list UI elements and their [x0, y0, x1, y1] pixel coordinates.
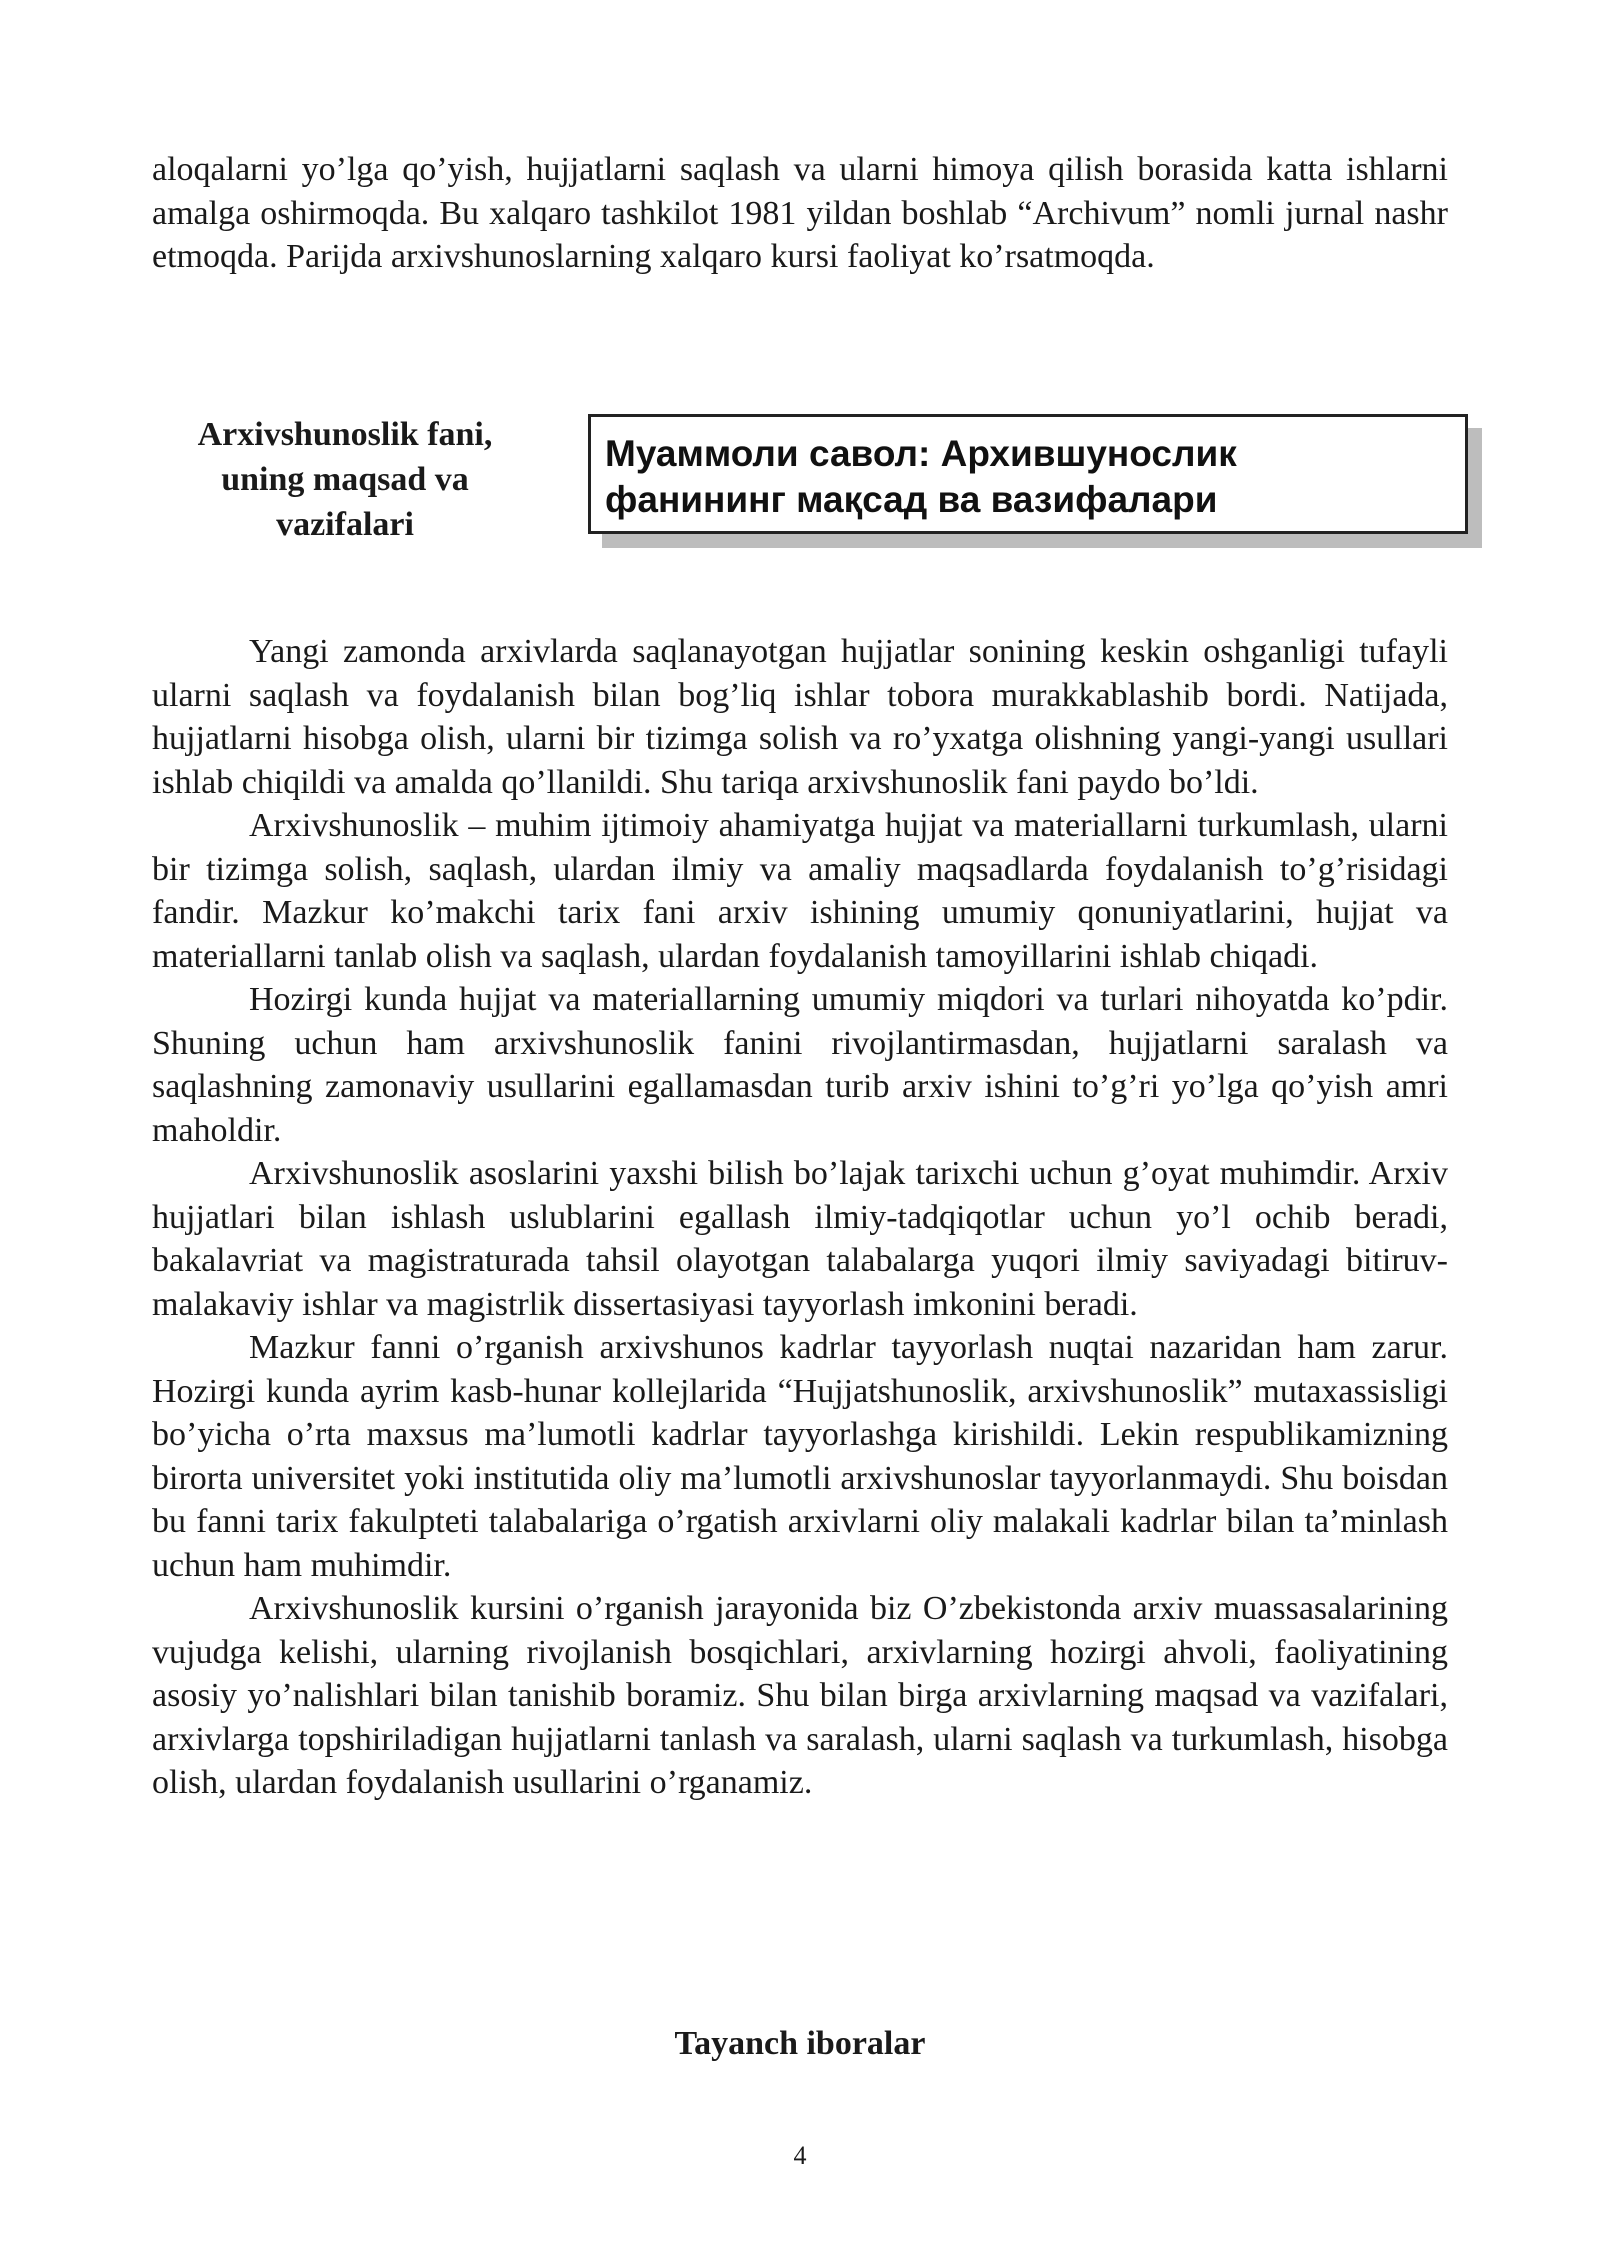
intro-paragraph-block [152, 148, 1448, 279]
problem-question-line-1: Муаммоли савол: Архившунослик [605, 433, 1237, 474]
problem-question-line-2: фанининг мақсад ва вазифалари [605, 479, 1218, 520]
body-paragraph: Hozirgi kunda hujjat va materiallarning umumiy miqdori va turlari nihoyatda ko’pdir. Shuning uchun ham arxivshunoslik fanini rivojlantirmasdan, hujjatlarni saralash va saqlashning zamonaviy usullarini egallamasdan turib arxiv ishini to’g’ri yo’lga qo’yish amri maholdir. [152, 981, 1448, 1149]
page-number: 4 [793, 2141, 807, 2170]
body-paragraph: Arxivshunoslik – muhim ijtimoiy ahamiyatga hujjat va materiallarni turkumlash, ularni bir tizimga solish, saqlash, ulardan ilmiy va amaliy maqsadlarda foydalanish to’g’risidagi fandir. Mazkur ko’makchi tarix fani arxiv ishining umumiy qonuniyatlarini, hujjat va materiallarni tanlab olish va saqlash, ulardan foydalanish tamoyillarini ishlab chiqadi. [152, 807, 1448, 975]
side-heading-line-1: Arxivshunoslik fani, [197, 416, 493, 453]
body-paragraph: Mazkur fanni o’rganish arxivshunos kadrlar tayyorlash nuqtai nazaridan ham zarur. Hozirgi kunda ayrim kasb-hunar kollejlarida “Hujjatshunoslik, arxivshunoslik” mutaxassisligi bo’yicha o’rta maxsus ma’lumotli kadrlar tayyorlashga kirishildi. Lekin respublikamizning birorta universitet yoki institutida oliy ma’lumotli arxivshunoslar tayyorlanmaydi. Shu boisdan bu fanni tarix fakulpteti talabalariga o’rgatish arxivlarni oliy malakali kadrlar bilan ta’minlash uchun ham muhimdir. [152, 1329, 1448, 1584]
section-heading: Tayanch iboralar [674, 2025, 926, 2062]
body-paragraph: Arxivshunoslik kursini o’rganish jarayonida biz O’zbekistonda arxiv muassasalarining vujudga kelishi, ularning rivojlanish bosqichlari, arxivlarning hozirgi ahvoli, faoliyatining asosiy yo’nalishlari bilan tanishib boramiz. Shu bilan birga arxivlarning maqsad va vazifalari, arxivlarga topshiriladigan hujjatlarni tanlash va saralash, ularni saqlash va turkumlash, hisobga olish, ulardan foydalanish usullarini o’rganamiz. [152, 1590, 1448, 1801]
intro-paragraph: aloqalarni yo’lga qo’yish, hujjatlarni saqlash va ularni himoya qilish borasida katta ishlarni amalga oshirmoqda. Bu xalqaro tashkilot 1981 yildan boshlab “Archivum” nomli jurnal nashr etmoqda. Parijda arxivshunoslarning xalqaro kursi faoliyat ko’rsatmoqda. [152, 151, 1448, 275]
side-heading-line-3: vazifalari [276, 506, 414, 543]
side-heading [150, 412, 540, 547]
body-text [152, 630, 1448, 1805]
body-paragraph: Yangi zamonda arxivlarda saqlanayotgan hujjatlar sonining keskin oshganligi tufayli ularni saqlash va foydalanish bilan bog’liq ishlar tobora murakkablashib bordi. Natijada, hujjatlarni hisobga olish, ularni bir tizimga solish va ro’yxatga olishning yangi-yangi usullari ishlab chiqildi va amalda qo’llanildi. Shu tariqa arxivshunoslik fani paydo bo’ldi. [152, 633, 1448, 801]
problem-question-box [588, 414, 1468, 534]
side-heading-line-2: uning maqsad va [221, 461, 469, 498]
body-paragraph: Arxivshunoslik asoslarini yaxshi bilish bo’lajak tarixchi uchun g’oyat muhimdir. Arxiv hujjatlari bilan ishlash uslublarini egallash ilmiy-tadqiqotlar uchun yo’l ochib beradi, bakalavriat va magistraturada tahsil olayotgan talabalarga yuqori ilmiy saviyadagi bitiruv-malakaviy ishlar va magistrlik dissertasiyasi tayyorlash imkonini beradi. [152, 1155, 1448, 1323]
